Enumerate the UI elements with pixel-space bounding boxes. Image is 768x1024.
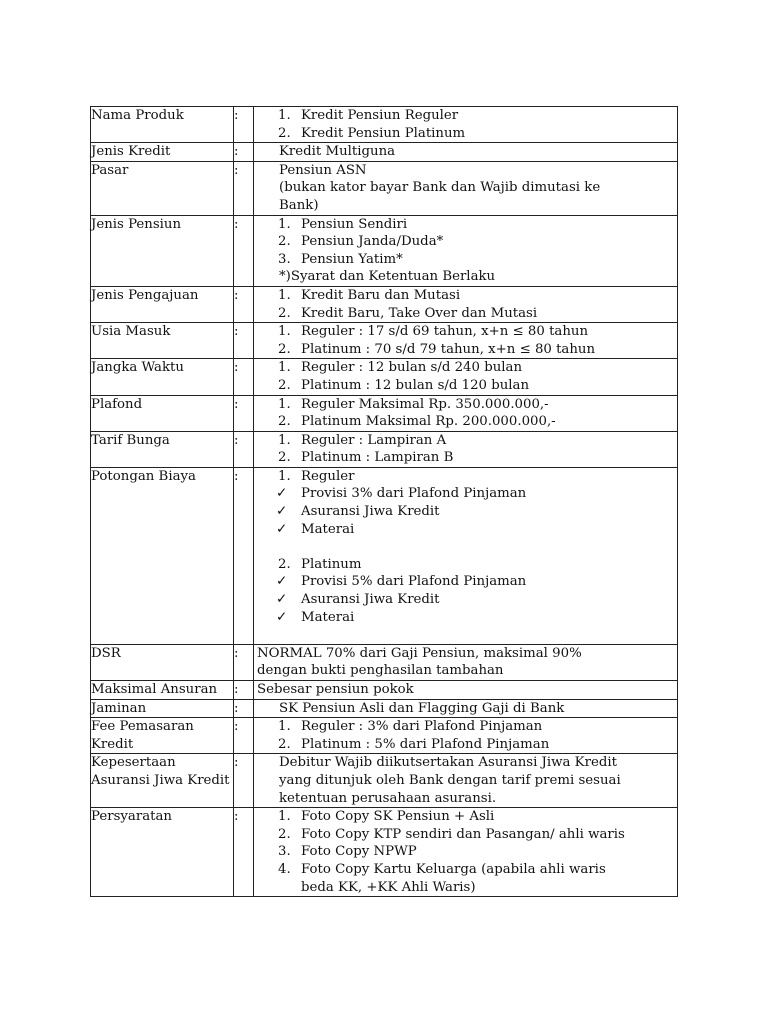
check-icon: ✓ [276,521,288,537]
item-text: Asuransi Jiwa Kredit [301,592,440,608]
item-text: Platinum : 70 s/d 79 tahun, x+n ≤ 80 tahun [301,341,596,357]
text-line: Debitur Wajib diikutsertakan Asuransi Jiwa Kredit [279,755,617,771]
table-row [91,808,678,897]
text-line: Pensiun ASN [279,162,367,178]
check-icon: ✓ [276,592,288,608]
item-number: 3. [278,844,291,860]
text-line: Bank) [279,197,319,213]
text-line: Kredit Multiguna [279,144,396,160]
row-value [254,754,678,808]
table-row [91,681,678,700]
blank-line [254,626,677,644]
row-label: Usia Masuk [91,323,234,359]
numbered-item [254,396,677,414]
row-separator: : [234,808,254,897]
numbered-item [254,861,677,879]
item-number: 2. [278,234,291,250]
row-value [254,681,678,700]
item-number: 1. [278,216,291,232]
row-separator: : [234,699,254,718]
row-separator: : [234,359,254,395]
row-label: Nama Produk [91,107,234,143]
item-number: 2. [278,736,291,752]
text-line: yang ditunjuk oleh Bank dengan tarif premi sesuai [279,772,621,788]
table-row [91,699,678,718]
table-row [91,359,678,395]
row-value [254,395,678,431]
text-line: NORMAL 70% dari Gaji Pensiun, maksimal 90% [257,645,582,661]
row-separator: : [234,161,254,215]
numbered-item [254,843,677,861]
row-separator: : [234,467,254,644]
table-row [91,323,678,359]
row-label: Maksimal Ansuran [91,681,234,700]
row-label: Pasar [91,161,234,215]
numbered-item [254,377,677,395]
row-separator: : [234,286,254,322]
item-number: 2. [278,414,291,430]
check-icon: ✓ [276,504,288,520]
text-line: ketentuan perusahaan asuransi. [279,790,497,806]
text-line: (bukan kator bayar Bank dan Wajib dimutasi ke [279,180,601,196]
numbered-item [254,359,677,377]
table-row [91,107,678,143]
item-text: Kredit Baru, Take Over dan Mutasi [301,305,538,321]
table-row [91,467,678,644]
item-number: 1. [278,360,291,376]
table-row [91,395,678,431]
item-number: 2. [278,450,291,466]
item-number: 2. [278,125,291,141]
check-icon: ✓ [276,609,288,625]
blank-line [254,538,677,556]
row-label: Jenis Pensiun [91,215,234,286]
numbered-item [254,287,677,305]
row-label: Jangka Waktu [91,359,234,395]
numbered-item [254,125,677,143]
numbered-item [254,808,677,826]
row-value [254,808,678,897]
checklist-item [254,503,677,521]
item-number: 1. [278,468,291,484]
row-separator: : [234,143,254,162]
item-number: 2. [278,826,291,842]
numbered-item [254,251,677,269]
item-number: 1. [278,396,291,412]
item-text: Reguler : 17 s/d 69 tahun, x+n ≤ 80 tahun [301,324,589,340]
item-number: 2. [278,305,291,321]
row-label: Jenis Kredit [91,143,234,162]
item-number: 2. [278,556,291,572]
text-line: SK Pensiun Asli dan Flagging Gaji di Bank [279,700,565,716]
item-number: 1. [278,719,291,735]
row-value [254,323,678,359]
item-text: Pensiun Janda/Duda* [301,234,444,250]
row-value [254,431,678,467]
item-number: 1. [278,432,291,448]
row-value [254,107,678,143]
row-separator: : [234,644,254,680]
numbered-item [254,305,677,323]
product-spec-table [90,106,678,897]
row-value [254,644,678,680]
numbered-item [254,323,677,341]
checklist-item [254,521,677,539]
row-separator: : [234,395,254,431]
item-text: Materai [301,521,355,537]
row-value [254,215,678,286]
row-label: Jaminan [91,699,234,718]
numbered-item [254,432,677,450]
row-separator: : [234,107,254,143]
row-value [254,467,678,644]
item-number: 1. [278,809,291,825]
checklist-item [254,485,677,503]
item-text: Reguler : Lampiran A [301,432,447,448]
check-icon: ✓ [276,486,288,502]
numbered-item [254,449,677,467]
numbered-item [254,736,677,754]
row-value [254,699,678,718]
item-number: 3. [278,251,291,267]
item-text: Platinum Maksimal Rp. 200.000.000,- [301,414,556,430]
item-number: 1. [278,287,291,303]
table-row [91,644,678,680]
row-value [254,359,678,395]
table-row [91,754,678,808]
numbered-item [254,718,677,736]
table-row [91,286,678,322]
row-label: Tarif Bunga [91,431,234,467]
item-text: Reguler Maksimal Rp. 350.000.000,- [301,396,549,412]
row-label: Plafond [91,395,234,431]
numbered-item [254,826,677,844]
numbered-item [254,107,677,125]
row-separator: : [234,431,254,467]
item-number: 1. [278,108,291,123]
row-label: Jenis Pengajuan [91,286,234,322]
item-text: Platinum : 12 bulan s/d 120 bulan [301,377,530,393]
numbered-item [254,468,677,486]
row-value [254,161,678,215]
item-text: Platinum : Lampiran B [301,450,454,466]
item-text: Kredit Pensiun Reguler [301,108,459,123]
numbered-item [254,233,677,251]
table-row [91,143,678,162]
item-text: Pensiun Sendiri [301,216,408,232]
row-label: Potongan Biaya [91,467,234,644]
item-text: Platinum : 5% dari Plafond Pinjaman [301,736,550,752]
item-text: Asuransi Jiwa Kredit [301,504,440,520]
item-text: Kredit Baru dan Mutasi [301,287,461,303]
table-row [91,161,678,215]
item-number: 1. [278,324,291,340]
table-row [91,215,678,286]
item-text: Platinum [301,556,362,572]
row-label: DSR [91,644,234,680]
text-line: dengan bukti penghasilan tambahan [257,663,504,679]
numbered-item [254,216,677,234]
row-separator: : [234,323,254,359]
checklist-item [254,609,677,627]
item-text: Materai [301,609,355,625]
item-text: Provisi 3% dari Plafond Pinjaman [301,486,527,502]
row-label: Kepesertaan Asuransi Jiwa Kredit [91,754,234,808]
row-value [254,143,678,162]
item-text: Pensiun Yatim* [301,251,403,267]
numbered-item [254,413,677,431]
item-text: Foto Copy KTP sendiri dan Pasangan/ ahli waris [301,826,625,842]
item-number: 2. [278,377,291,393]
item-text: Foto Copy SK Pensiun + Asli [301,809,495,825]
numbered-item [254,341,677,359]
text-line: Sebesar pensiun pokok [257,682,414,697]
item-number: 2. [278,341,291,357]
checklist-item [254,591,677,609]
item-text: Reguler : 3% dari Plafond Pinjaman [301,719,543,735]
row-value [254,718,678,754]
item-text: Reguler [301,468,355,484]
row-separator: : [234,718,254,754]
row-value [254,286,678,322]
text-line: *)Syarat dan Ketentuan Berlaku [279,269,496,285]
numbered-item [254,556,677,574]
row-separator: : [234,681,254,700]
item-text: Foto Copy Kartu Keluarga (apabila ahli waris [301,861,606,877]
table-row [91,431,678,467]
item-text: Kredit Pensiun Platinum [301,125,466,141]
text-line: beda KK, +KK Ahli Waris) [301,879,476,895]
item-text: Reguler : 12 bulan s/d 240 bulan [301,360,523,376]
item-number: 4. [278,861,291,877]
item-text: Foto Copy NPWP [301,844,417,860]
item-text: Provisi 5% dari Plafond Pinjaman [301,574,527,590]
row-separator: : [234,754,254,808]
check-icon: ✓ [276,574,288,590]
table-row [91,718,678,754]
product-spec-table-body [91,107,678,897]
row-separator: : [234,215,254,286]
checklist-item [254,573,677,591]
row-label: Fee Pemasaran Kredit [91,718,234,754]
row-label: Persyaratan [91,808,234,897]
